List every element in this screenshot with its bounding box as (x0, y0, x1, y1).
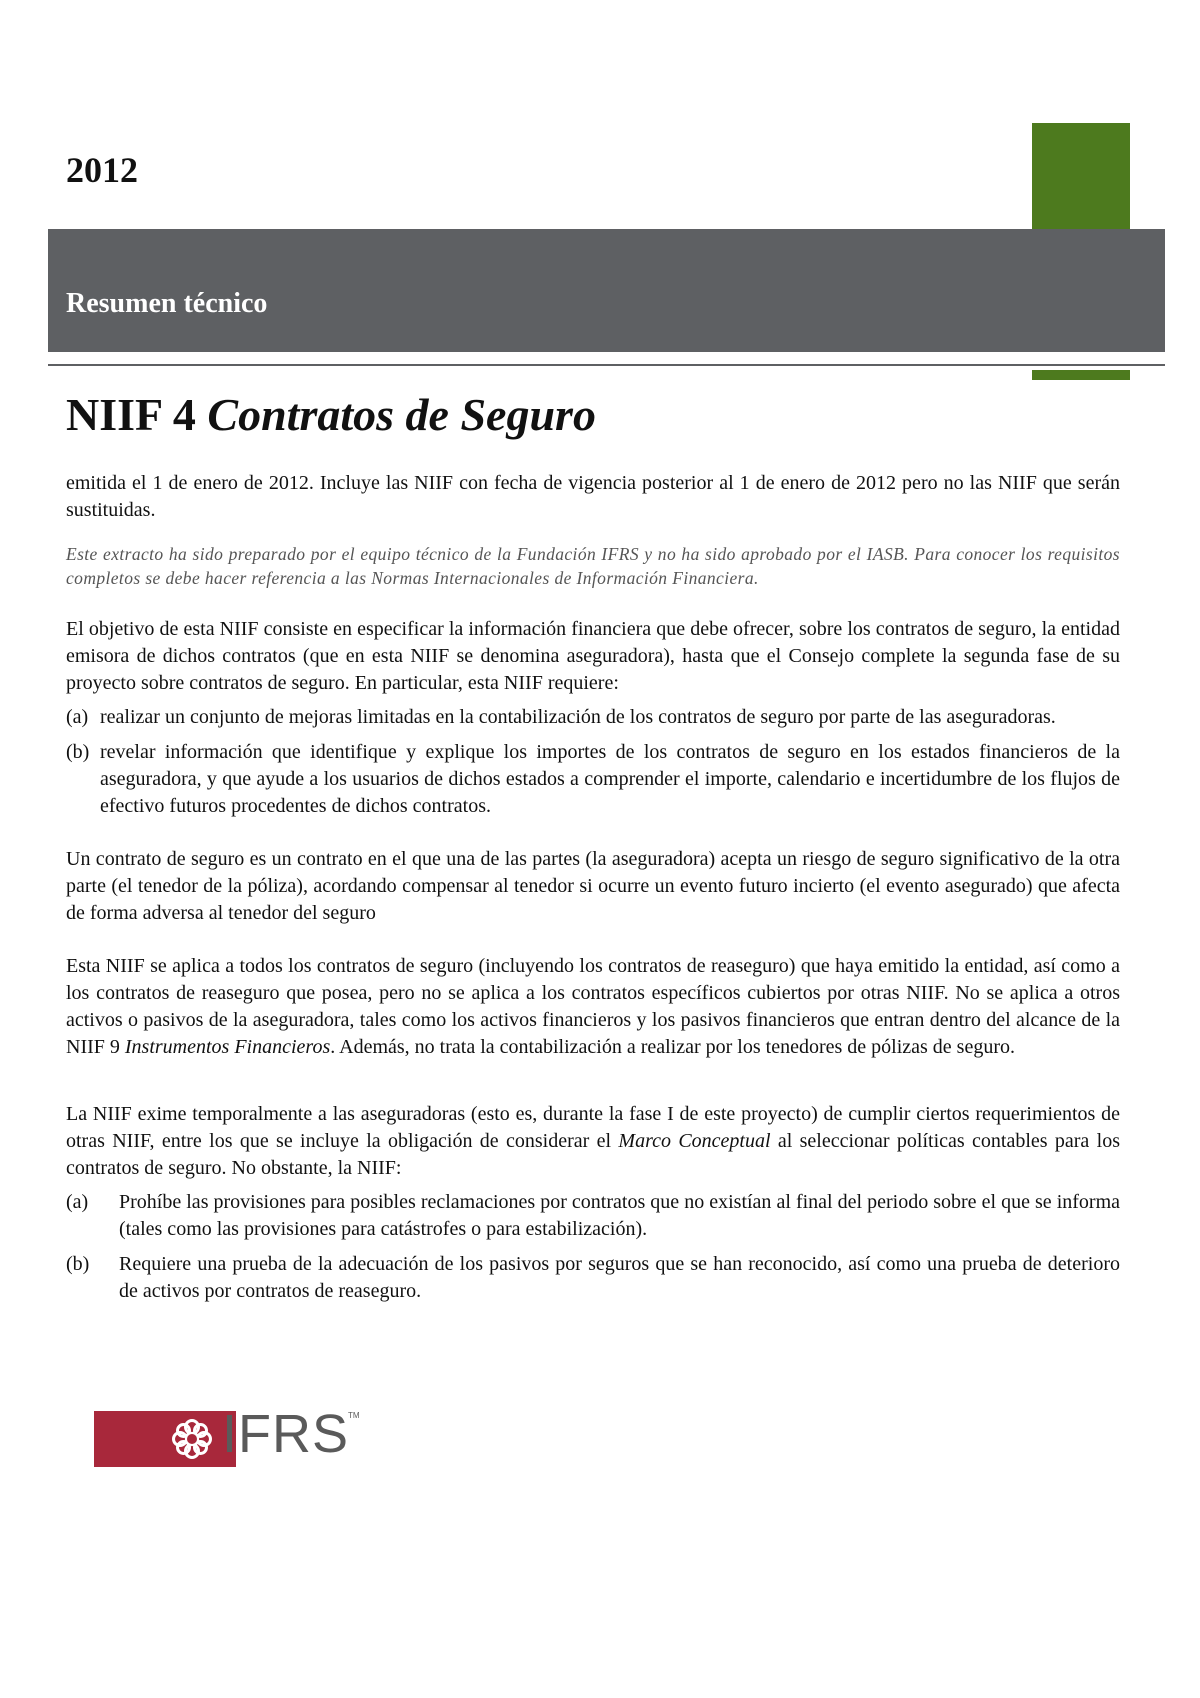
list-item-text: revelar información que identifique y explique los importes de los contratos de seguro en los estados financieros de la aseguradora, y que ayude a los usuarios de dichos estados a comprender el importe, calendario e incertidumbre de los flujos de efectivo futuros procedentes de dichos contratos. (100, 741, 1120, 817)
document-body (66, 470, 1120, 1313)
objective-paragraph: El objetivo de esta NIIF consiste en especificar la información financiera que debe ofrecer, sobre los contratos de seguro, la entidad emisora de dichos contratos (que en esta NIIF se denomina aseguradora), hasta que el Consejo complete la segunda fase de su proyecto sobre contratos de seguro. En particular, esta NIIF requiere: (66, 618, 1120, 694)
exemption-text-after: al seleccionar políticas contables para los contratos de seguro. No obstante, la NIIF: (66, 1130, 1120, 1179)
list-marker: (a) (66, 706, 89, 728)
list-item-text: Requiere una prueba de la adecuación de los pasivos por seguros que se han reconocido, así como una prueba de deterioro de activos por contratos de reaseguro. (119, 1253, 1120, 1302)
list-marker: (b) (66, 741, 90, 763)
scope-text-before: Esta NIIF se aplica a todos los contratos de seguro (incluyendo los contratos de reaseguro) que haya emitido la entidad, así como a los contratos de reaseguro que posea, pero no se aplica a los contratos específicos cubiertos por otras NIIF. No se aplica a otros activos o pasivos de la aseguradora, tales como los activos financieros y los pasivos financieros que entran dentro del alcance de la NIIF 9 (66, 955, 1120, 1058)
logo-red-bar (94, 1411, 236, 1467)
title-prefix: NIIF 4 (66, 389, 196, 440)
list-marker: (a) (66, 1191, 89, 1213)
ifrs-flower-icon (170, 1417, 214, 1461)
document-title (66, 390, 596, 441)
scope-paragraph (66, 953, 1120, 1061)
logo-wordmark: IFRS (222, 1404, 350, 1464)
issued-paragraph: emitida el 1 de enero de 2012. Incluye las NIIF con fecha de vigencia posterior al 1 de enero de 2012 pero no las NIIF que serán sustituidas. (66, 472, 1120, 521)
list-item (66, 739, 1120, 820)
definition-paragraph: Un contrato de seguro es un contrato en el que una de las partes (la aseguradora) acepta un riesgo de seguro significativo de la otra parte (el tenedor de la póliza), acordando compensar al tenedor si ocurre un evento futuro incierto (el evento asegurado) que afecta de forma adversa al tenedor del seguro (66, 848, 1120, 924)
list-item (66, 1251, 1120, 1305)
green-accent-strip (1032, 370, 1130, 380)
year-label: 2012 (66, 150, 138, 190)
exemption-text-before: La NIIF exime temporalmente a las aseguradoras (esto es, durante la fase I de este proyecto) de cumplir ciertos requerimientos de otras NIIF, entre los que se incluye la obligación de considerar el (66, 1103, 1120, 1152)
banner-title: Resumen técnico (66, 288, 268, 319)
title-italic: Contratos de Seguro (207, 389, 596, 440)
exemption-list (66, 1189, 1120, 1305)
list-item (66, 1189, 1120, 1243)
exemption-paragraph (66, 1101, 1120, 1182)
scope-text-after: . Además, no trata la contabilización a realizar por los tenedores de pólizas de seguro. (330, 1036, 1015, 1058)
header-banner (48, 229, 1165, 352)
disclaimer-note: Este extracto ha sido preparado por el equipo técnico de la Fundación IFRS y no ha sido aprobado por el IASB. Para conocer los requisitos completos se debe hacer referencia a las Normas Internacionales de Información Financiera. (66, 544, 1120, 588)
list-item-text: Prohíbe las provisiones para posibles reclamaciones por contratos que no existían al final del periodo sobre el que se informa (tales como las provisiones para catástrofes o para estabilización). (119, 1191, 1120, 1240)
logo-trademark: TM (348, 1411, 360, 1420)
exemption-italic: Marco Conceptual (618, 1130, 771, 1152)
header-rule (48, 364, 1165, 366)
ifrs-logo (94, 1404, 360, 1467)
objective-list (66, 704, 1120, 820)
scope-italic: Instrumentos Financieros (124, 1036, 331, 1058)
list-item (66, 704, 1120, 731)
list-marker: (b) (66, 1253, 90, 1275)
list-item-text: realizar un conjunto de mejoras limitadas en la contabilización de los contratos de seguro por parte de las aseguradoras. (100, 706, 1056, 728)
